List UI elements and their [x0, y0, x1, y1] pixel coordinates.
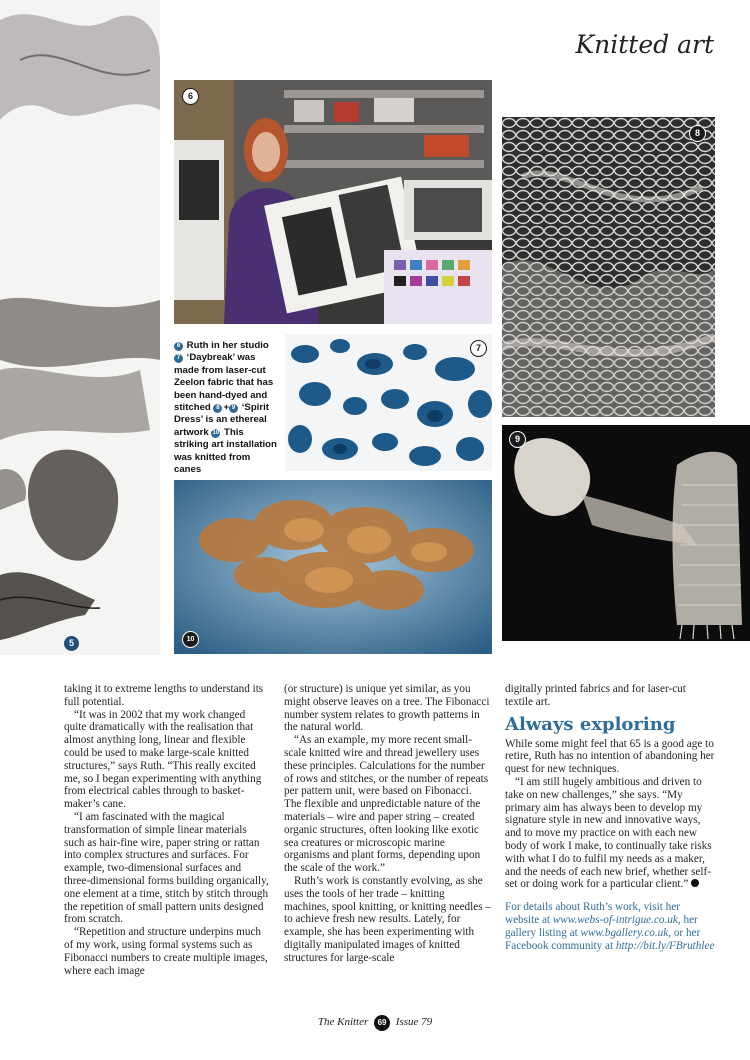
photo-10-number-badge: 10	[182, 631, 199, 648]
article-paragraph: taking it to extreme lengths to understand its full potential.	[64, 683, 264, 708]
spirit-dress-illustration	[502, 425, 750, 641]
article-column-3	[505, 683, 715, 952]
photo-6-studio	[174, 80, 492, 324]
laser-cut-fabric-illustration	[285, 334, 492, 471]
section-title: Knitted art	[575, 30, 714, 59]
subheading-always-exploring: Always exploring	[505, 713, 676, 735]
page-footer	[0, 1015, 750, 1031]
photo-6-number-badge: 6	[182, 88, 199, 105]
article-paragraph	[505, 776, 715, 891]
caption-text-6: Ruth in her studio	[186, 340, 269, 351]
wire-sculpture-illustration	[0, 0, 160, 655]
page-number-badge: 69	[374, 1015, 390, 1031]
footer-magazine-name: The Knitter	[317, 1016, 369, 1028]
caption-number-8: 8	[213, 404, 222, 413]
caption-text-10: This striking art installation was knitted from canes	[174, 426, 277, 476]
photo-caption	[174, 340, 278, 476]
caption-number-7: 7	[174, 354, 183, 363]
details-text-1: For details about Ruth’s work, visit her website at	[505, 901, 680, 926]
article-paragraph: “It was in 2002 that my work changed quite dramatically with the realisation that almost anything long, linear and flexible could be used to make large-scale knitted structures,” says Ruth. “This really excited me, so I began experimenting with anything from electrical cables through to basket-maker’s cane.	[64, 708, 262, 811]
caption-text-7: ‘Daybreak’ was made from laser-cut Zeelon fabric that has been hand-dyed and stitched	[174, 352, 274, 414]
photo-5-wire-sculptures	[0, 0, 160, 655]
article-paragraph: “I am fascinated with the magical transformation of simple linear materials such as hair-fine wire, paper string or rattan into complex structures and surfaces. For example, two-dimensional surfaces and three-dimensional forms building organically, one element at a time, stitch by stitch through the repetition of small pattern units designed from scratch.	[64, 810, 269, 926]
article-paragraph: While some might feel that 65 is a good age to retire, Ruth has no intention of abandoning her quest for new techniques.	[505, 737, 715, 776]
caption-number-10: 10	[212, 429, 220, 436]
photo-9-number-badge: 9	[509, 431, 526, 448]
details-text-3: , or her Facebook community at	[505, 926, 701, 952]
photo-7-number-badge: 7	[470, 340, 487, 357]
article-paragraph: “As an example, my more recent small-scale knitted wire and thread jewellery uses these principles. Calculations for the number of rows and stitches, or the number of repeats per pattern unit, were based on Fibonacci. The flexible and unpredictable nature of the materials – wire and paper string – created organic structures, often looking like exotic sea creatures or microscopic marine organisms and plant forms, depending upon the scale of the work.”	[284, 734, 489, 875]
gallery-link[interactable]: www.bgallery.co.uk	[580, 926, 669, 939]
article-paragraph: “Repetition and structure underpins much of my work, using formal systems such as Fibonacci numbers to create multiple images, where each image	[64, 926, 268, 977]
photo-8-number-badge: 8	[689, 125, 706, 142]
caption-text-8-9: ‘Spirit Dress’ is an ethereal artwork	[174, 402, 269, 438]
article-column-2	[284, 683, 491, 965]
lace-illustration	[502, 117, 715, 417]
studio-illustration	[174, 80, 492, 324]
article-paragraph: (or structure) is unique yet similar, as you might observe leaves on a tree. The Fibonacci number system relates to growth patterns in the natural world.	[284, 683, 490, 734]
article-column-1	[64, 683, 269, 977]
photo-10-cane-installation	[174, 480, 492, 654]
end-mark-icon	[691, 879, 699, 887]
photo-7-daybreak-fabric	[285, 334, 492, 471]
article-paragraph: Ruth’s work is constantly evolving, as she uses the tools of her trade – knitting machines, spool knitting, or knitting needles – to achieve fresh new results. Lately, for example, she has been experimenting with digitally manipulated images of knitted structures for large-scale	[284, 874, 491, 964]
photo-9-spirit-dress	[502, 425, 750, 641]
article-paragraph-text: “I am still hugely ambitious and driven to take on new challenges,” she says. “My primary aim has always been to develop my signature style in new and innovative ways, and to move my practice on with each new body of work I make, to continually take risks with what I do to fulfil my needs as a maker, and the needs of each new brief, whether self-set or doing work for a particular client.”	[505, 775, 712, 891]
cane-installation-illustration	[174, 480, 492, 654]
photo-8-knitted-lace	[502, 117, 715, 417]
caption-number-9: 9	[229, 404, 238, 413]
footer-issue: Issue 79	[395, 1016, 433, 1028]
facebook-link[interactable]: http://bit.ly/FBruthlee	[615, 939, 715, 952]
caption-plus: +	[223, 402, 230, 414]
caption-number-6: 6	[174, 342, 183, 351]
photo-5-number-badge: 5	[64, 636, 79, 651]
details-paragraph	[505, 901, 715, 952]
article-paragraph: digitally printed fabrics and for laser-cut textile art.	[505, 683, 686, 708]
website-link[interactable]: www.webs-of-intrigue.co.uk	[552, 913, 678, 926]
details-text-2: , her gallery listing at	[505, 913, 698, 939]
